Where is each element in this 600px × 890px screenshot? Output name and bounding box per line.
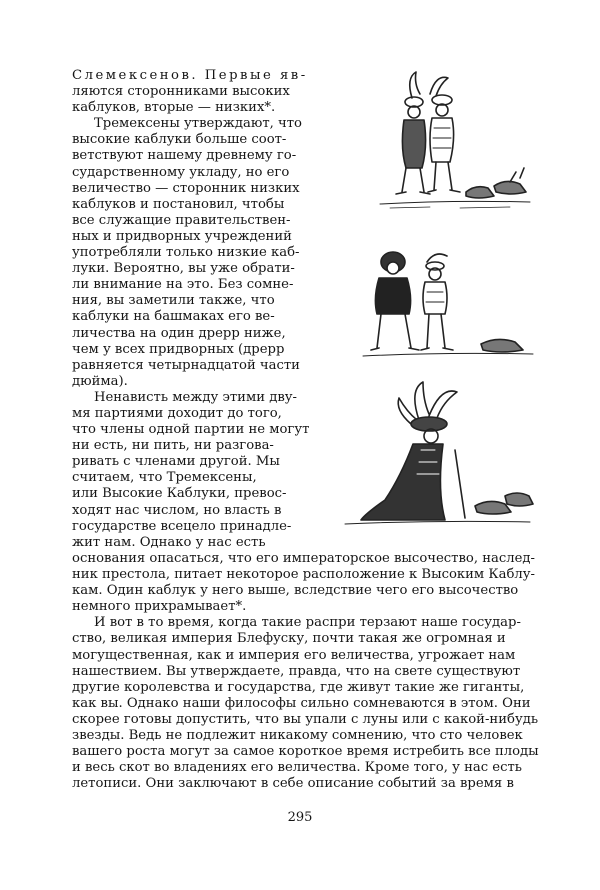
text-line: ник престола, питает некоторое расположение к Высоким Каблу-: [72, 567, 535, 583]
illustration-plumed-courtier: [325, 380, 540, 530]
text-line: считаем, что Тремексены,: [72, 470, 257, 486]
text-line: все служащие правительствен-: [72, 212, 291, 228]
text-line: Тремексены утверждают, что: [94, 116, 302, 132]
text-line: личества на один дрерр ниже,: [72, 325, 286, 341]
text-line: ходят нас числом, но власть в: [72, 502, 282, 518]
text-line: жит нам. Однако у нас есть: [72, 534, 266, 550]
text-line: каблуков и постановил, чтобы: [72, 196, 285, 212]
full-width-text: [72, 551, 542, 792]
text-line: что члены одной партии не могут: [72, 422, 310, 438]
text-line: употребляли только низкие каб-: [72, 245, 300, 261]
text-line: ривать с членами другой. Мы: [72, 454, 280, 470]
text-line: величество — сторонник низких: [72, 180, 300, 196]
text-line: И вот в то время, когда такие распри терзают наше государ-: [94, 615, 521, 631]
text-line: кам. Один каблук у него выше, вследствие чего его высочество: [72, 583, 519, 599]
text-line: могущественная, как и империя его величества, угрожает нам: [72, 647, 516, 663]
text-line: Слемексенов. Первые яв-: [72, 68, 308, 83]
text-line: ляются сторонниками высоких: [72, 84, 290, 100]
text-line: ни есть, ни пить, ни разгова-: [72, 438, 274, 454]
page-number: 295: [287, 810, 313, 825]
text-line: другие королевства и государства, где живут такие же гиганты,: [72, 679, 525, 695]
text-line: ния, вы заметили также, что: [72, 293, 275, 309]
illustration-courtiers-shoes: [370, 68, 540, 218]
text-line: основания опасаться, что его императорское высочество, наслед-: [72, 551, 536, 566]
text-line: скорее готовы допустить, что вы упали с луны или с какой-нибудь: [72, 711, 538, 727]
text-line: как вы. Однако наши философы сильно сомневаются в этом. Они: [72, 695, 531, 711]
text-line: каблуки на башмаках его ве-: [72, 309, 275, 325]
text-line: и весь скот во владениях его величества. Кроме того, у нас есть: [72, 760, 522, 776]
text-line: высокие каблуки больше соот-: [72, 132, 287, 148]
text-line: немного прихрамывает*.: [72, 599, 247, 615]
text-line: чем у всех придворных (дрерр: [72, 341, 285, 357]
text-line: или Высокие Каблуки, превос-: [72, 486, 287, 502]
text-line: ство, великая империя Блефуску, почти такая же огромная и: [72, 631, 506, 647]
text-line: вашего роста могут за самое короткое время истребить все плоды: [72, 744, 539, 760]
text-line: ли внимание на это. Без сомне-: [72, 277, 294, 293]
text-line: звезды. Ведь не подлежит никакому сомнению, что сто человек: [72, 728, 523, 744]
text-line: ных и придворных учреждений: [72, 228, 292, 244]
text-line: летописи. Они заключают в себе описание событий за время в: [72, 776, 514, 792]
text-line: мя партиями доходит до того,: [72, 405, 282, 421]
text-line: дюйма).: [72, 373, 128, 389]
text-line: каблуков, вторые — низких*.: [72, 100, 276, 116]
text-line: равняется четырнадцатой части: [72, 357, 300, 373]
text-line: луки. Вероятно, вы уже обрати-: [72, 261, 295, 277]
text-line: Ненависть между этими дву-: [94, 389, 297, 405]
text-line: нашествием. Вы утверждаете, правда, что на свете существуют: [72, 663, 521, 679]
text-line: государстве всецело принадле-: [72, 518, 292, 534]
text-line: сударственному укладу, но его: [72, 164, 290, 180]
text-line: ветствуют нашему древнему го-: [72, 148, 297, 164]
illustration-wig-and-cap-figures: [355, 248, 540, 363]
narrow-text-column: [72, 68, 316, 551]
